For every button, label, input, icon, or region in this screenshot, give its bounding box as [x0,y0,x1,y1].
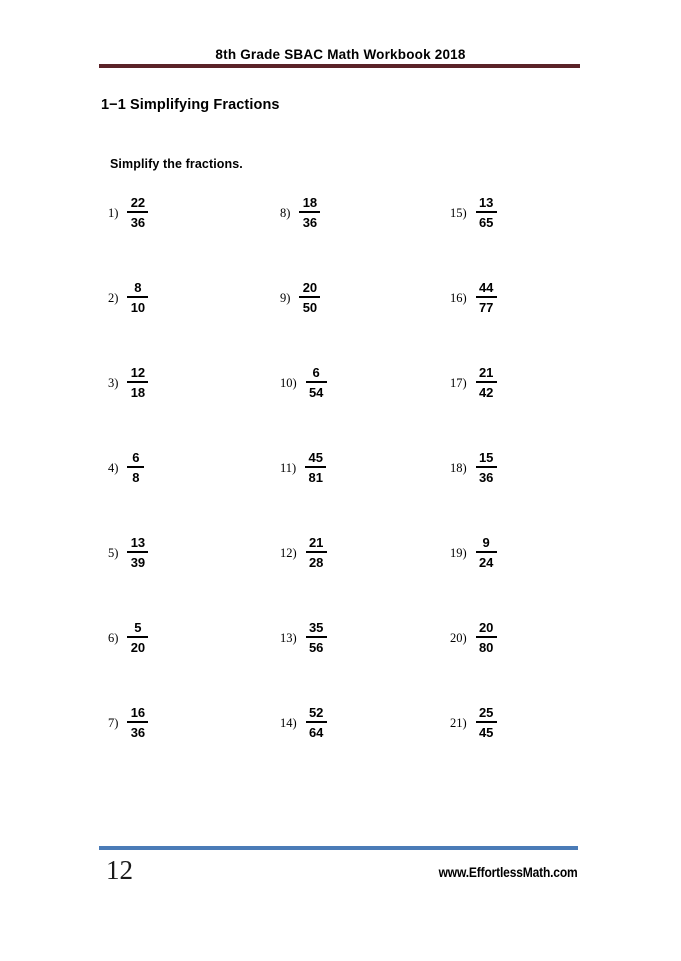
footer-divider-rule [99,846,578,850]
fraction-numerator: 9 [482,534,490,550]
fraction-numerator: 20 [478,619,494,635]
problem-number: 11) [280,460,297,475]
fraction [476,281,497,314]
fraction [127,706,148,739]
fraction-denominator: 36 [130,214,146,230]
problem-item[interactable] [280,441,326,493]
problem-number: 20) [450,630,467,645]
problem-item[interactable] [280,611,327,663]
problem-item[interactable] [108,611,148,663]
problem-number: 21) [450,715,467,730]
fraction-denominator: 77 [478,299,494,315]
problem-item[interactable] [450,696,497,748]
problem-item[interactable] [108,356,148,408]
fraction [305,451,326,484]
problem-number: 7) [108,715,119,730]
fraction-denominator: 10 [130,299,146,315]
problem-item[interactable] [280,526,327,578]
fraction-numerator: 25 [478,704,494,720]
fraction-numerator: 15 [478,449,494,465]
fraction [476,536,497,569]
problem-number: 6) [108,630,119,645]
fraction-denominator: 36 [130,724,146,740]
fraction [476,621,497,654]
problem-number: 2) [108,290,119,305]
fraction [127,196,148,229]
problem-number: 19) [450,545,467,560]
fraction [127,621,148,654]
fraction [306,621,327,654]
problem-item[interactable] [450,526,497,578]
fraction-denominator: 45 [478,724,494,740]
problem-item[interactable] [108,271,148,323]
fraction-numerator: 18 [302,194,318,210]
fraction-denominator: 65 [478,214,494,230]
fraction-numerator: 5 [134,619,142,635]
fraction [127,366,148,399]
problem-item[interactable] [450,356,497,408]
fraction-denominator: 81 [308,469,323,485]
problem-item[interactable] [280,696,327,748]
fraction-denominator: 80 [478,639,494,655]
problem-number: 3) [108,375,119,390]
instruction-text: Simplify the fractions. [110,157,243,171]
fraction-denominator: 18 [130,384,146,400]
problem-item[interactable] [450,186,497,238]
fraction-denominator: 64 [308,724,324,740]
problem-number: 17) [450,375,467,390]
fraction [476,196,497,229]
fraction-denominator: 54 [308,384,324,400]
fraction [306,536,327,569]
site-url-footer: www.EffortlessMath.com [439,864,578,880]
fraction-denominator: 36 [478,469,494,485]
fraction-numerator: 21 [308,534,324,550]
fraction [299,196,320,229]
fraction [127,536,148,569]
problem-number: 1) [108,205,119,220]
fraction [127,281,148,314]
problem-number: 5) [108,545,119,560]
fraction-numerator: 52 [308,704,324,720]
fraction-numerator: 12 [130,364,146,380]
fraction-denominator: 28 [308,554,324,570]
problem-number: 8) [280,205,291,220]
fraction-numerator: 13 [478,194,494,210]
fraction-numerator: 13 [130,534,146,550]
header-divider-rule [99,64,580,68]
problem-item[interactable] [280,356,327,408]
fraction [306,366,327,399]
problem-number: 13) [280,630,297,645]
fraction-numerator: 8 [134,279,142,295]
problem-item[interactable] [450,611,497,663]
fraction [476,366,497,399]
fraction [127,451,144,484]
fraction-numerator: 45 [308,449,323,465]
fraction-numerator: 20 [302,279,318,295]
fraction-numerator: 21 [478,364,494,380]
fraction-numerator: 35 [308,619,324,635]
fraction-numerator: 44 [478,279,494,295]
fraction-denominator: 39 [130,554,146,570]
fraction-denominator: 24 [478,554,494,570]
fraction [476,451,497,484]
problem-number: 10) [280,375,297,390]
problem-item[interactable] [280,186,320,238]
fraction-denominator: 8 [132,469,140,485]
problem-item[interactable] [108,441,144,493]
fraction-denominator: 20 [130,639,146,655]
fraction-denominator: 36 [302,214,318,230]
fraction [476,706,497,739]
problem-number: 4) [108,460,119,475]
fraction-numerator: 6 [312,364,320,380]
fraction-numerator: 22 [130,194,146,210]
problem-number: 15) [450,205,467,220]
problem-item[interactable] [108,696,148,748]
fraction-denominator: 42 [478,384,494,400]
fraction [306,706,327,739]
fraction-denominator: 56 [308,639,324,655]
section-title: 1−1 Simplifying Fractions [101,97,280,113]
problem-number: 12) [280,545,297,560]
problem-item[interactable] [280,271,320,323]
fraction-numerator: 16 [130,704,146,720]
fraction-numerator: 6 [132,449,140,465]
problem-number: 18) [450,460,467,475]
problem-number: 16) [450,290,467,305]
fraction [299,281,320,314]
page-header-title: 8th Grade SBAC Math Workbook 2018 [215,47,466,62]
page-number: 12 [106,855,133,885]
problem-number: 9) [280,290,291,305]
problem-item[interactable] [108,186,148,238]
problem-item[interactable] [450,271,497,323]
problem-number: 14) [280,715,297,730]
fraction-denominator: 50 [302,299,318,315]
problem-item[interactable] [108,526,148,578]
problem-item[interactable] [450,441,497,493]
